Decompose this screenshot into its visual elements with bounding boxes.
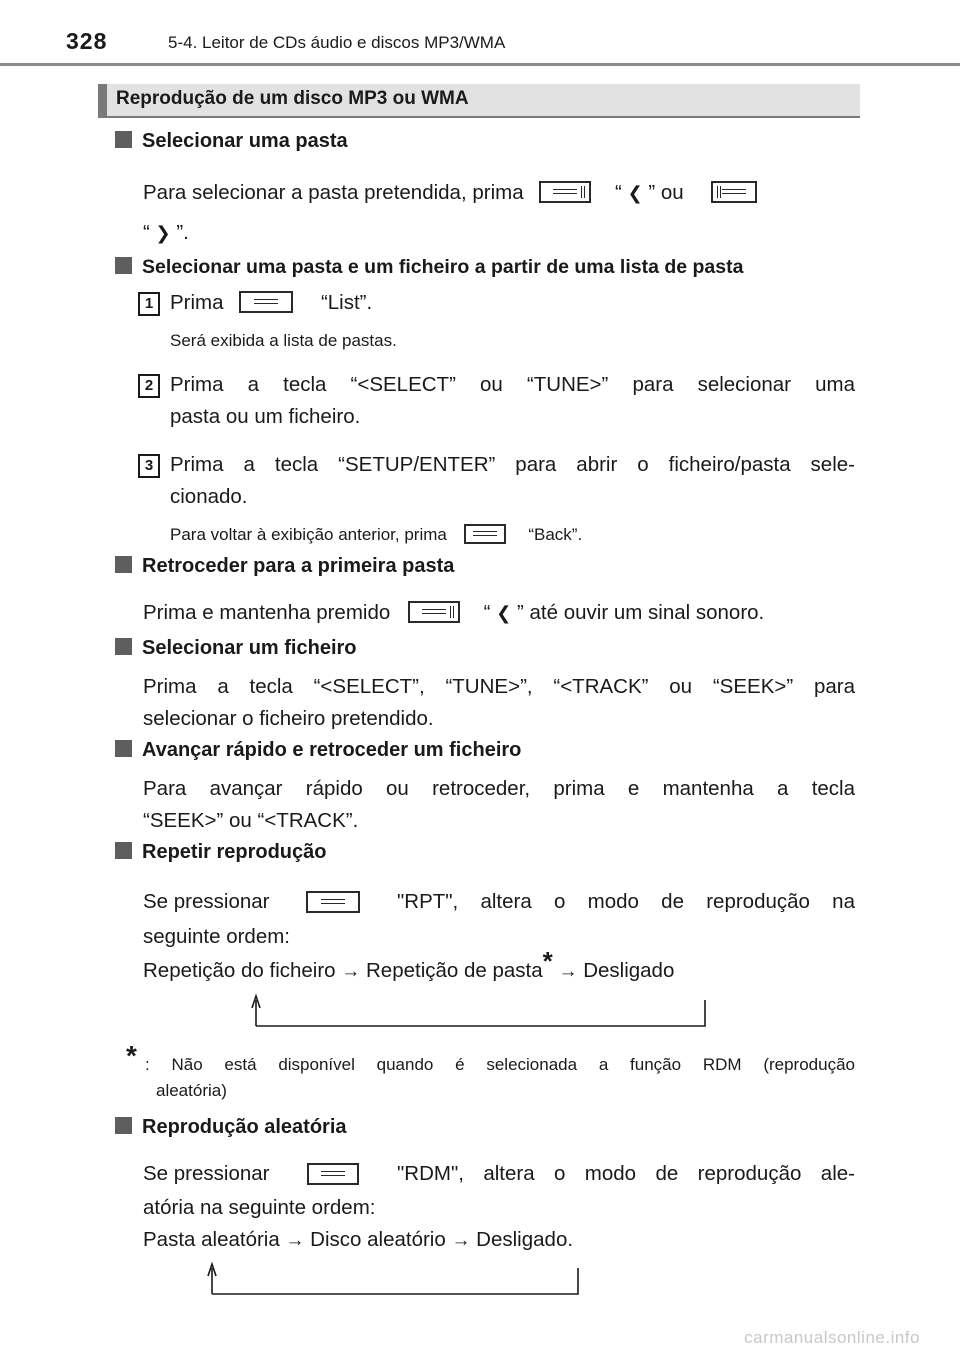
- step-number-2: 2: [138, 374, 160, 398]
- step-number-1: 1: [138, 292, 160, 316]
- folder-down-button-icon: [539, 181, 591, 203]
- footnote-star: *: [126, 1040, 137, 1071]
- repeat-line1: Se pressionar "RPT", altera o modo de reprodução na: [143, 890, 855, 913]
- random-line2: atória na seguinte ordem:: [143, 1196, 376, 1219]
- folder-up-button-icon: [711, 181, 757, 203]
- section-banner: Reprodução de um disco MP3 ou WMA: [98, 84, 860, 118]
- first-folder-text: Prima e mantenha premido “ ❮ ” até ouvir um sinal sonoro.: [143, 601, 765, 624]
- watermark: carmanualsonline.info: [744, 1328, 920, 1347]
- rpt-button-icon: [306, 891, 360, 913]
- random-cycle-arrow-icon: [198, 1258, 588, 1300]
- chapter-title: 5-4. Leitor de CDs áudio e discos MP3/WMA: [168, 33, 506, 52]
- select-file-line2: selecionar o ficheiro pretendido.: [143, 707, 434, 730]
- bullet-square-icon: [115, 1117, 132, 1134]
- select-folder-line1: Para selecionar a pasta pretendida, prima “ ❮ ” ou: [143, 177, 855, 209]
- repeat-line2: seguinte ordem:: [143, 925, 291, 948]
- rdm-button-icon: [307, 1163, 359, 1185]
- chevron-right-icon: ❯: [155, 223, 171, 243]
- list-button-icon: [239, 291, 293, 313]
- step3-line1: Prima a tecla “SETUP/ENTER” para abrir o ficheiro/pasta sele-: [170, 453, 855, 476]
- page-number: 328: [66, 28, 108, 54]
- heading-select-folder: Selecionar uma pasta: [115, 130, 348, 153]
- random-sequence: Pasta aleatória → Disco aleatório → Desligado.: [143, 1228, 574, 1251]
- select-file-line1: Prima a tecla “<SELECT”, “TUNE>”, “<TRACK” ou “SEEK>” para: [143, 675, 855, 698]
- arrow-right-icon: →: [341, 961, 361, 982]
- heading-repeat: Repetir reprodução: [115, 841, 326, 864]
- folder-down-button-icon: [408, 601, 460, 623]
- footnote-line2: aleatória): [156, 1081, 227, 1100]
- chevron-left-icon: ❮: [627, 183, 643, 203]
- back-button-icon: [464, 524, 506, 544]
- step2-line1: Prima a tecla “<SELECT” ou “TUNE>” para selecionar uma: [170, 373, 855, 396]
- step-number-3: 3: [138, 454, 160, 478]
- heading-folder-list: Selecionar uma pasta e um ficheiro a partir de uma lista de pasta: [115, 256, 743, 279]
- bullet-square-icon: [115, 556, 132, 573]
- step1-text: Prima “List”.: [170, 291, 373, 314]
- step3-note: Para voltar à exibição anterior, prima “Back”.: [170, 525, 583, 544]
- bullet-square-icon: [115, 740, 132, 757]
- arrow-right-icon: →: [558, 961, 578, 982]
- fast-line1: Para avançar rápido ou retroceder, prima e mantenha a tecla: [143, 777, 855, 800]
- heading-random: Reprodução aleatória: [115, 1116, 347, 1139]
- header-divider: [0, 63, 960, 66]
- repeat-sequence: Repetição do ficheiro → Repetição de pasta* → Desligado: [143, 946, 675, 982]
- bullet-square-icon: [115, 842, 132, 859]
- arrow-right-icon: →: [285, 1230, 305, 1251]
- random-line1: Se pressionar "RDM", altera o modo de reprodução ale-: [143, 1162, 855, 1185]
- footnote-line1: : Não está disponível quando é selecionada a função RDM (reprodução: [145, 1055, 855, 1074]
- bullet-square-icon: [115, 131, 132, 148]
- step3-line2: cionado.: [170, 485, 248, 508]
- heading-first-folder: Retroceder para a primeira pasta: [115, 555, 454, 578]
- step2-line2: pasta ou um ficheiro.: [170, 405, 361, 428]
- bullet-square-icon: [115, 638, 132, 655]
- arrow-right-icon: →: [451, 1230, 471, 1251]
- repeat-cycle-arrow-icon: [240, 990, 720, 1032]
- heading-fast-forward: Avançar rápido e retroceder um ficheiro: [115, 739, 521, 762]
- bullet-square-icon: [115, 257, 132, 274]
- step1-note: Será exibida a lista de pastas.: [170, 331, 397, 350]
- select-folder-line2: “ ❯ ”.: [143, 221, 189, 244]
- fast-line2: “SEEK>” ou “<TRACK”.: [143, 809, 359, 832]
- heading-select-file: Selecionar um ficheiro: [115, 637, 357, 660]
- chevron-left-icon: ❮: [496, 603, 512, 623]
